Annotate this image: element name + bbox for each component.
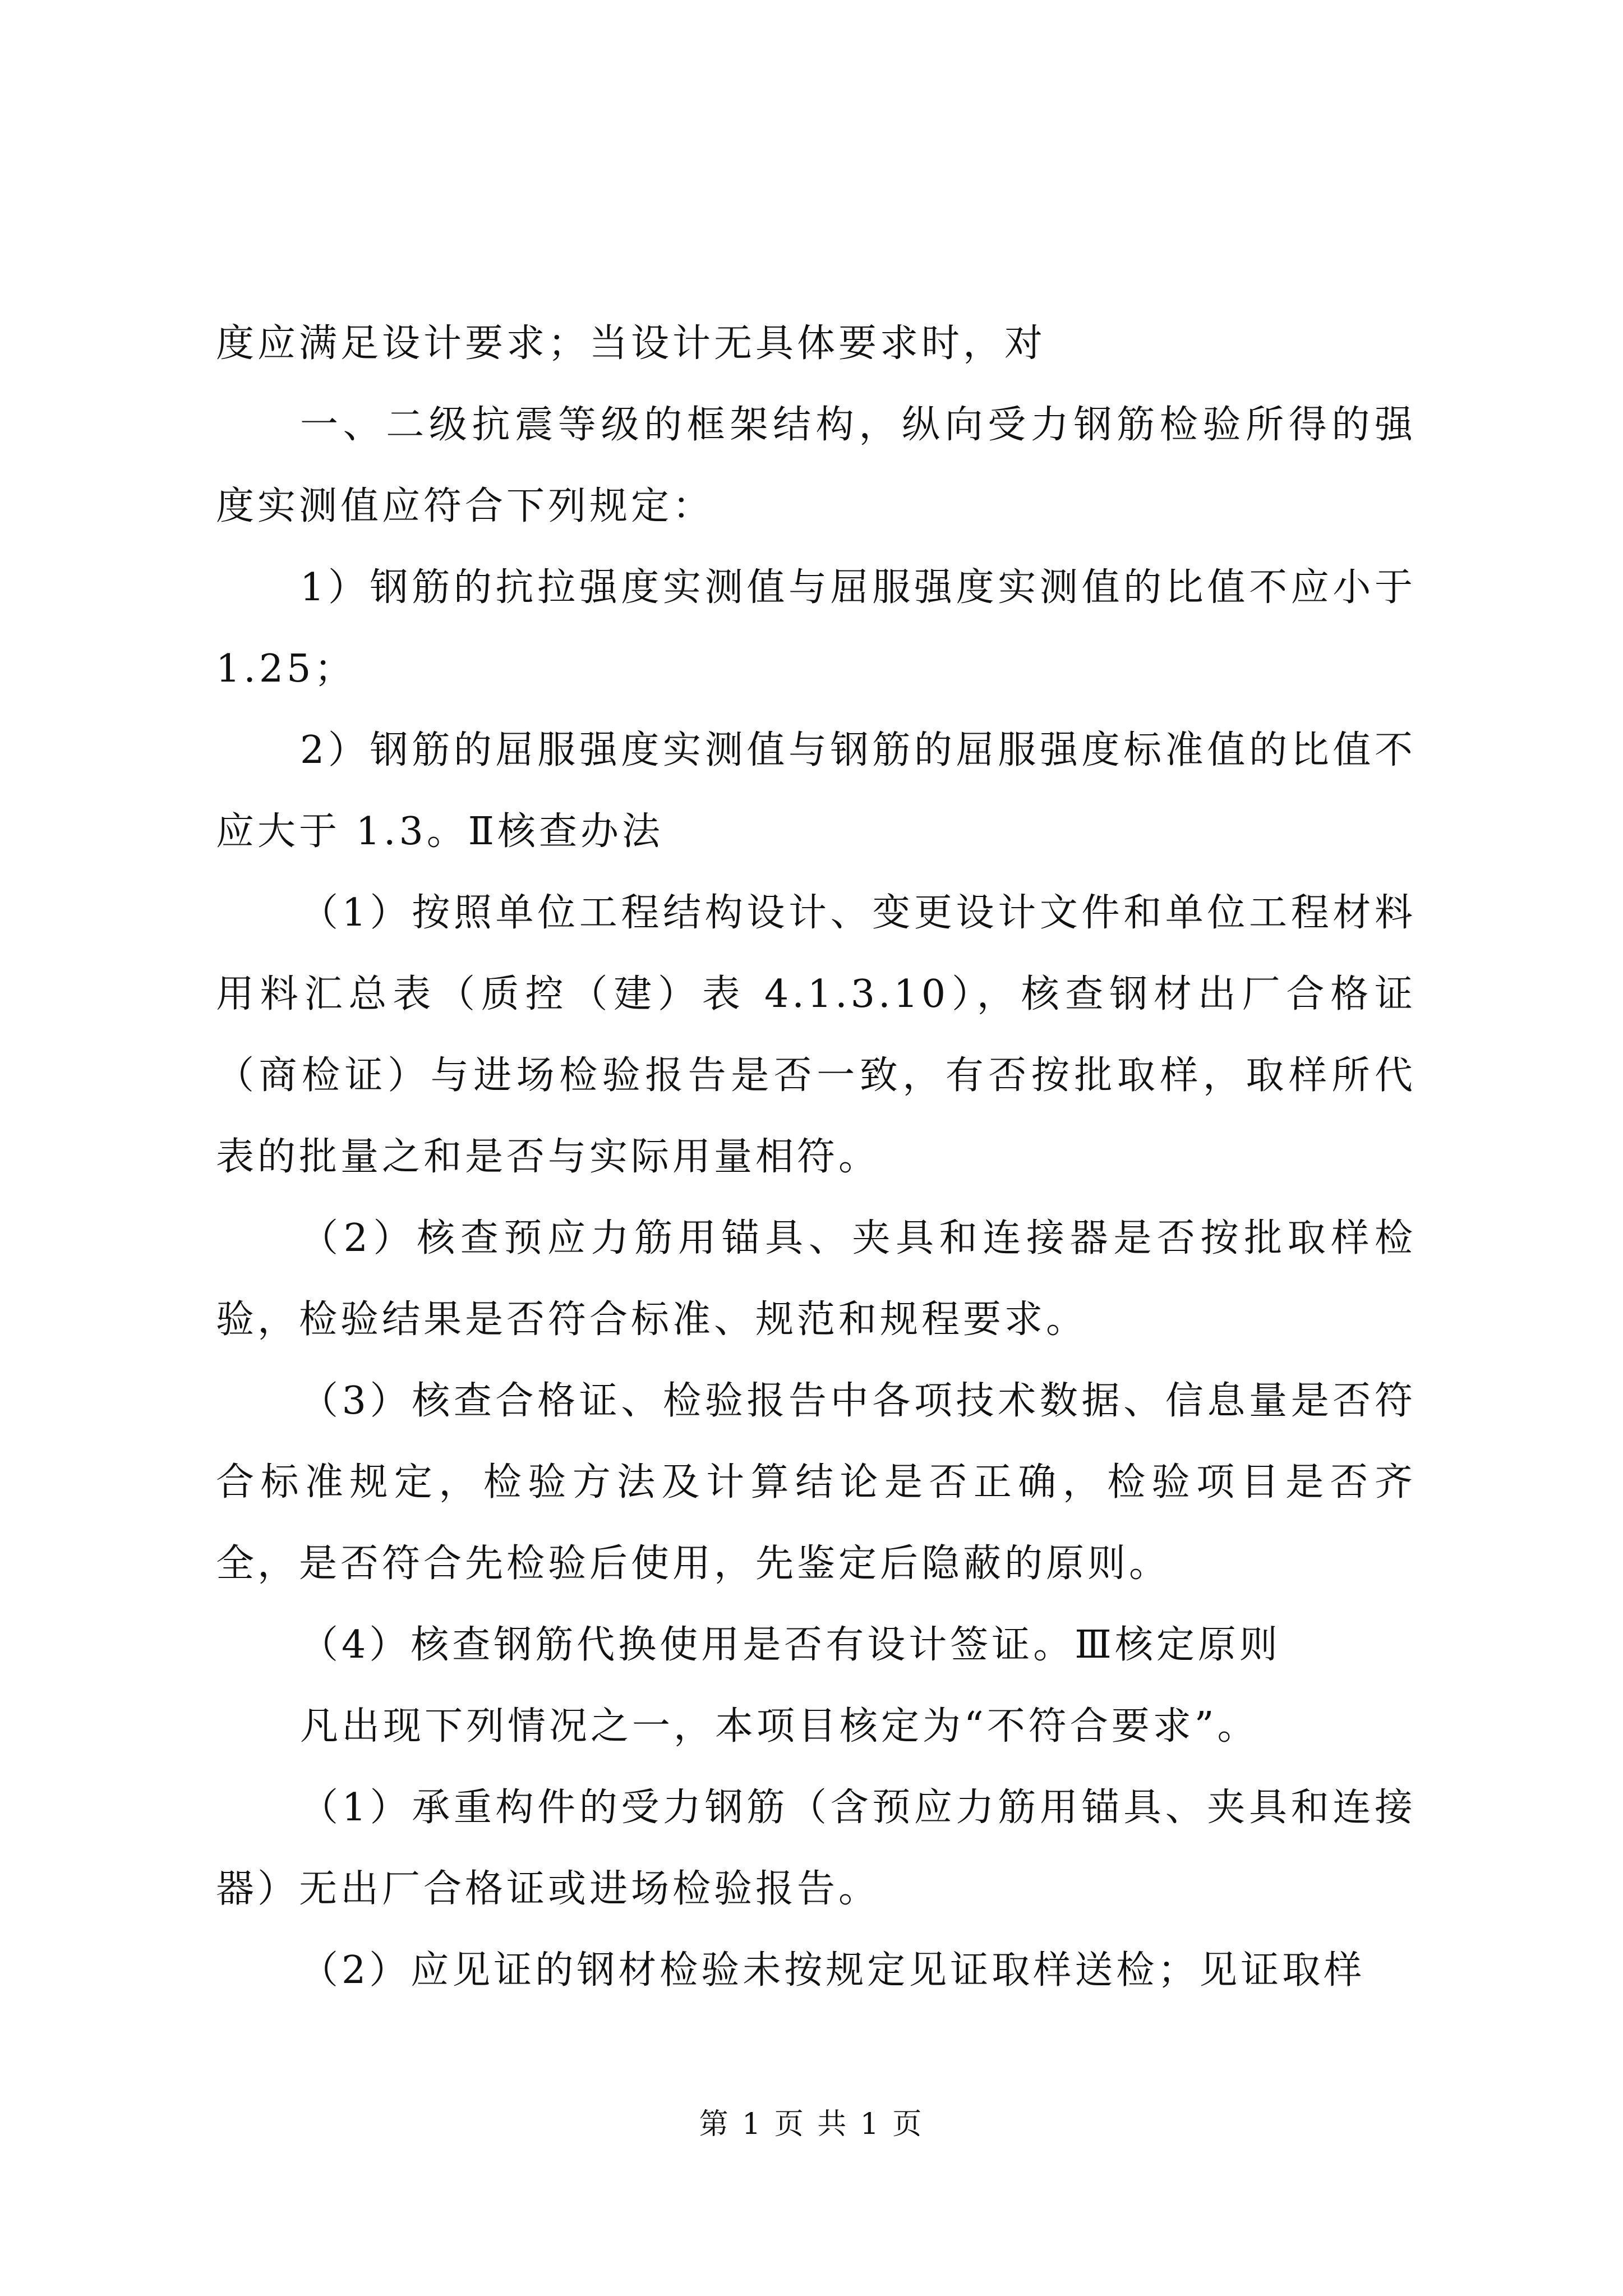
paragraph-rule-1: 1）钢筋的抗拉强度实测值与屈服强度实测值的比值不应小于 1.25； bbox=[216, 565, 1416, 691]
paragraph-criteria-intro: 凡出现下列情况之一，本项目核定为“不符合要求”。 bbox=[300, 1704, 1259, 1749]
paragraph-rule-2: 2）钢筋的屈服强度实测值与钢筋的屈服强度标准值的比值不应大于 1.3。Ⅱ核查办法 bbox=[216, 728, 1416, 854]
paragraph-check-3: （3）核查合格证、检验报告中各项技术数据、信息量是否符合标准规定，检验方法及计算结论是否正确，检验项目是否齐全，是否符合先检验后使用，先鉴定后隐蔽的原则。 bbox=[216, 1379, 1416, 1586]
page-footer: 第 1 页 共 1 页 bbox=[699, 2108, 924, 2141]
paragraph-criteria-1: （1）承重构件的受力钢筋（含预应力筋用锚具、夹具和连接器）无出厂合格证或进场检验报告。 bbox=[216, 1786, 1416, 1911]
paragraph-continuation: 度应满足设计要求；当设计无具体要求时，对 bbox=[216, 321, 1046, 366]
paragraph-criteria-2: （2）应见证的钢材检验未按规定见证取样送检；见证取样 bbox=[300, 1948, 1366, 1993]
paragraph-check-1: （1）按照单位工程结构设计、变更设计文件和单位工程材料用料汇总表（质控（建）表 4.1.3.10），核查钢材出厂合格证（商检证）与进场检验报告是否一致，有否按批取样，取样所代表的批量之和是否与实际用量相符。 bbox=[216, 891, 1416, 1179]
document-body bbox=[216, 303, 1416, 2011]
paragraph-check-4: （4）核查钢筋代换使用是否有设计签证。Ⅲ核定原则 bbox=[300, 1623, 1281, 1667]
paragraph-seismic-requirement: 一、二级抗震等级的框架结构，纵向受力钢筋检验所得的强度实测值应符合下列规定： bbox=[216, 403, 1416, 528]
paragraph-check-2: （2）核查预应力筋用锚具、夹具和连接器是否按批取样检验，检验结果是否符合标准、规范和规程要求。 bbox=[216, 1216, 1416, 1342]
